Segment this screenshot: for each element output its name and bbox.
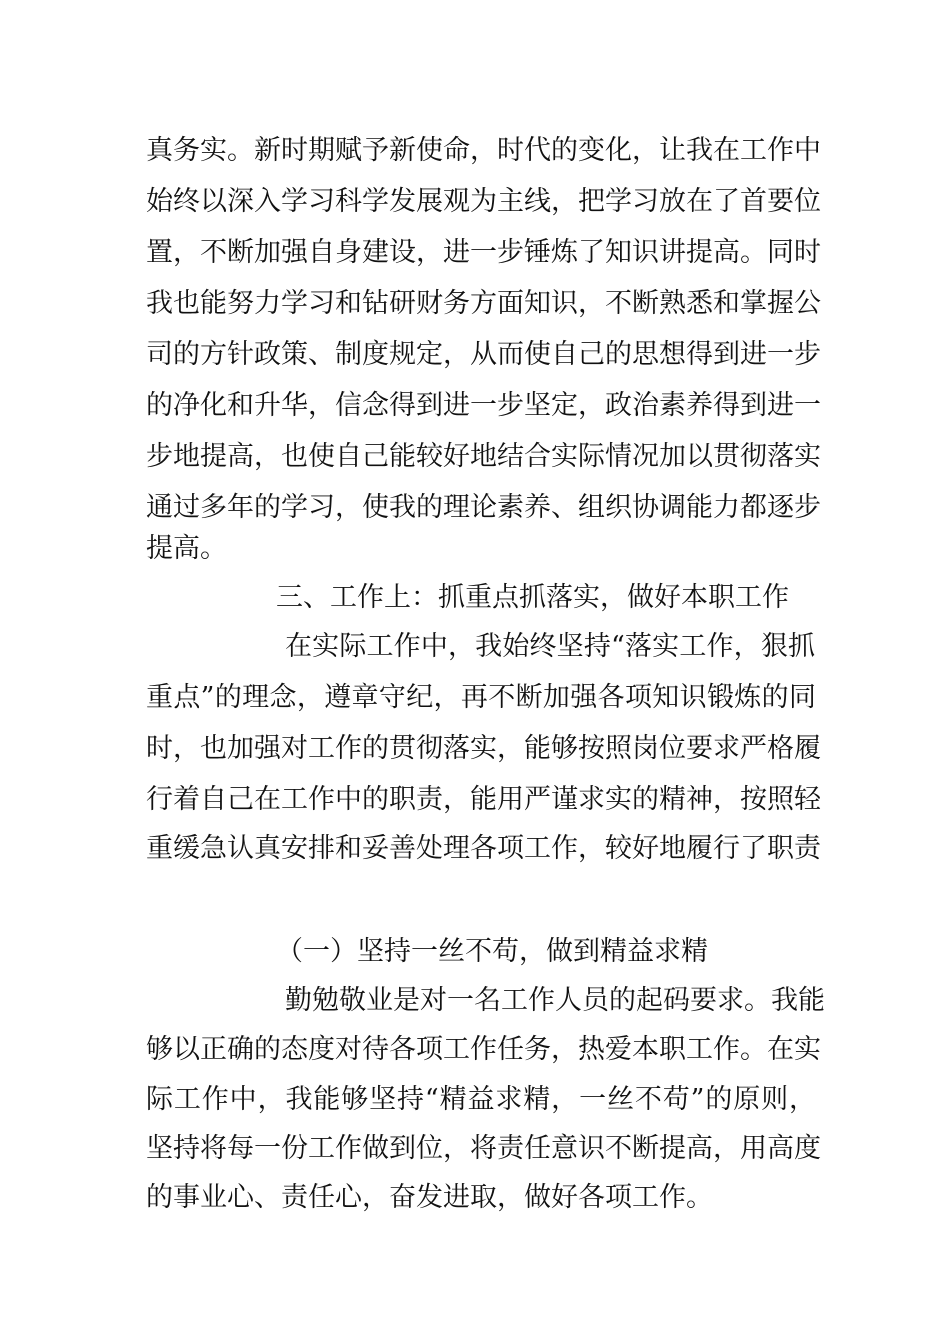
body-text-line: 通过多年的学习，使我的理论素养、组织协调能力都逐步 [146, 492, 821, 523]
body-text-line: 的事业心、责任心，奋发进取，做好各项工作。 [146, 1182, 713, 1213]
body-text-line: 行着自己在工作中的职责，能用严谨求实的精神，按照轻 [146, 784, 821, 815]
body-text-line: 际工作中，我能够坚持“精益求精，一丝不苟”的原则， [146, 1084, 816, 1115]
body-text-line: 司的方针政策、制度规定，从而使自己的思想得到进一步 [146, 339, 821, 370]
paragraph-first-line: 在实际工作中，我始终坚持“落实工作，狠抓 [285, 631, 815, 662]
body-text-line: 够以正确的态度对待各项工作任务，热爱本职工作。在实 [146, 1034, 821, 1065]
body-text-line: 始终以深入学习科学发展观为主线，把学习放在了首要位 [146, 186, 821, 217]
body-text-line: 时，也加强对工作的贯彻落实，能够按照岗位要求严格履 [146, 733, 821, 764]
body-text-line: 重点”的理念，遵章守纪，再不断加强各项知识锻炼的同 [146, 682, 816, 713]
subsection-heading: （一）坚持一丝不苟，做到精益求精 [276, 936, 708, 967]
body-text-line: 的净化和升华，信念得到进一步坚定，政治素养得到进一 [146, 390, 821, 421]
body-text-line: 步地提高，也使自己能较好地结合实际情况加以贯彻落实 [146, 441, 821, 472]
body-text-line: 真务实。新时期赋予新使命，时代的变化，让我在工作中 [146, 135, 821, 166]
body-text-line: 重缓急认真安排和妥善处理各项工作，较好地履行了职责 [146, 833, 821, 864]
body-text-line: 坚持将每一份工作做到位，将责任意识不断提高，用高度 [146, 1133, 821, 1164]
body-text-line: 置，不断加强自身建设，进一步锤炼了知识讲提高。同时 [146, 237, 821, 268]
paragraph-first-line: 勤勉敬业是对一名工作人员的起码要求。我能 [285, 985, 825, 1016]
section-heading: 三、工作上：抓重点抓落实，做好本职工作 [276, 582, 789, 613]
body-text-line: 提高。 [146, 533, 227, 564]
body-text-line: 我也能努力学习和钻研财务方面知识，不断熟悉和掌握公 [146, 288, 821, 319]
